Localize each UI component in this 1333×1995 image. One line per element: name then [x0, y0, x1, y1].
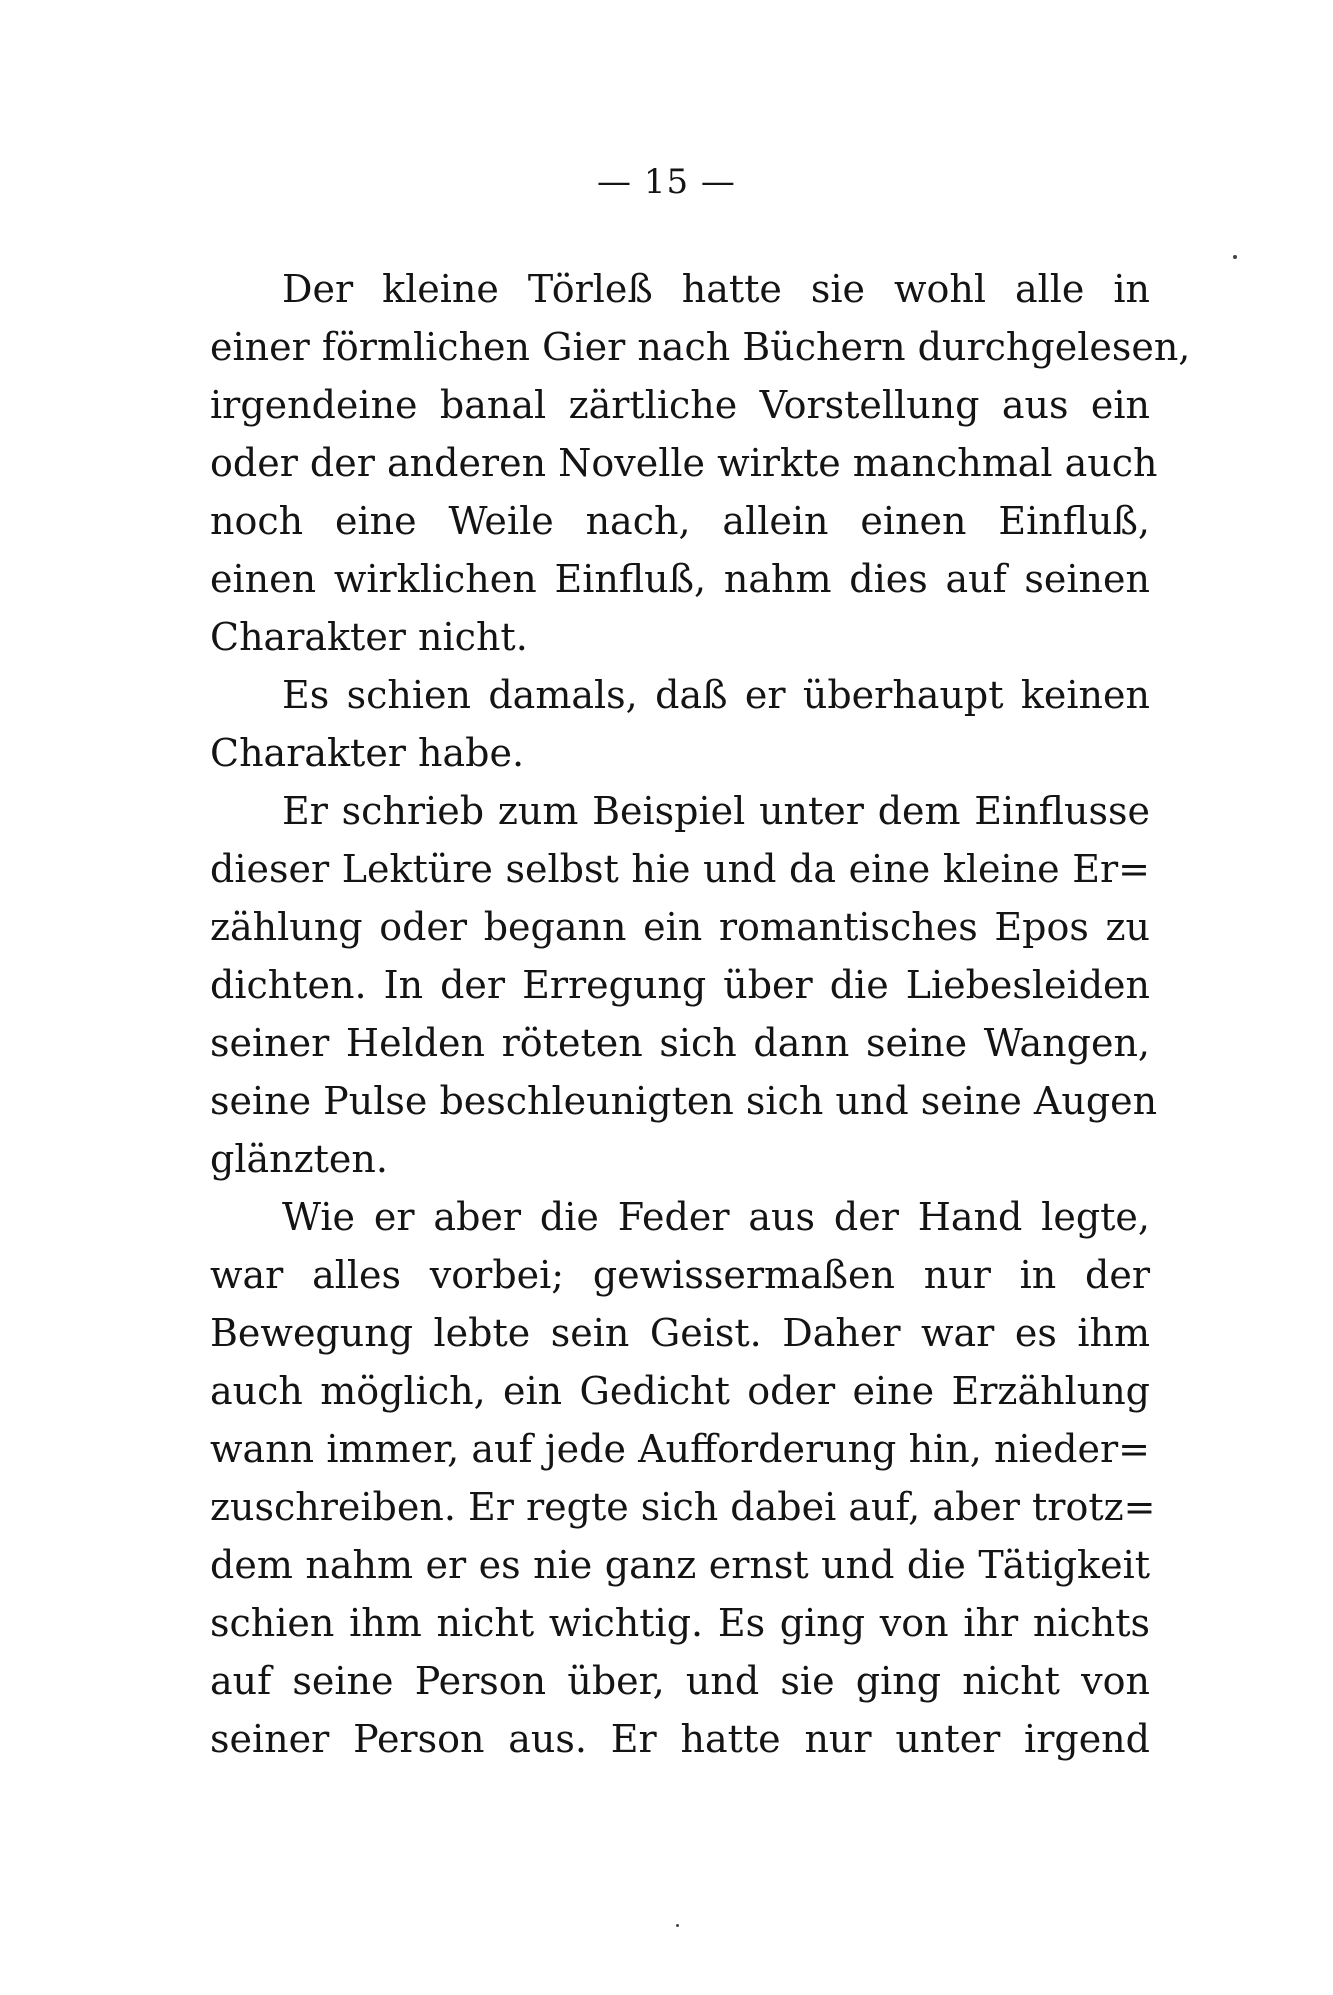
text-line: schien ihm nicht wichtig. Es ging von ihr nichts: [210, 1601, 1150, 1645]
text-line: Bewegung lebte sein Geist. Daher war es ihm: [210, 1311, 1150, 1355]
paragraph: [210, 782, 1158, 1188]
text-line: dieser Lektüre selbst hie und da eine kleine Er=: [210, 847, 1150, 891]
text-line: dem nahm er es nie ganz ernst und die Tätigkeit: [210, 1543, 1150, 1587]
text-line: oder der anderen Novelle wirkte manchmal auch: [210, 441, 1158, 485]
paragraph: [210, 666, 1150, 782]
text-line: irgendeine banal zärtliche Vorstellung aus ein: [210, 383, 1150, 427]
print-speck: [676, 1924, 679, 1927]
text-line: seiner Person aus. Er hatte nur unter irgend: [210, 1717, 1150, 1761]
print-speck: [1233, 255, 1237, 259]
text-line: zählung oder begann ein romantisches Epos zu: [210, 905, 1150, 949]
text-line: glänzten.: [210, 1137, 388, 1181]
text-line: dichten. In der Erregung über die Liebesleiden: [210, 963, 1150, 1007]
text-line: seiner Helden röteten sich dann seine Wangen,: [210, 1021, 1150, 1065]
text-line: Er schrieb zum Beispiel unter dem Einflusse: [282, 789, 1150, 833]
text-line: einer förmlichen Gier nach Büchern durchgelesen,: [210, 325, 1191, 369]
text-line: Charakter habe.: [210, 731, 525, 775]
paragraph: [210, 260, 1191, 666]
text-line: war alles vorbei; gewissermaßen nur in der: [210, 1253, 1150, 1297]
body-text: [210, 260, 1191, 1768]
paragraph: [210, 1188, 1156, 1768]
text-line: seine Pulse beschleunigten sich und seine Augen: [210, 1079, 1158, 1123]
text-line: Wie er aber die Feder aus der Hand legte,: [282, 1195, 1150, 1239]
page-number: — 15 —: [597, 162, 736, 202]
text-line: noch eine Weile nach, allein einen Einfluß,: [210, 499, 1150, 543]
text-line: Der kleine Törleß hatte sie wohl alle in: [282, 267, 1150, 311]
text-line: Charakter nicht.: [210, 615, 528, 659]
text-line: auf seine Person über, und sie ging nicht von: [210, 1659, 1150, 1703]
text-line: auch möglich, ein Gedicht oder eine Erzählung: [210, 1369, 1150, 1413]
text-line: Es schien damals, daß er überhaupt keinen: [282, 673, 1150, 717]
text-line: zuschreiben. Er regte sich dabei auf, aber trotz=: [210, 1485, 1156, 1529]
text-line: einen wirklichen Einfluß, nahm dies auf seinen: [210, 557, 1150, 601]
text-line: wann immer, auf jede Aufforderung hin, nieder=: [210, 1427, 1150, 1471]
